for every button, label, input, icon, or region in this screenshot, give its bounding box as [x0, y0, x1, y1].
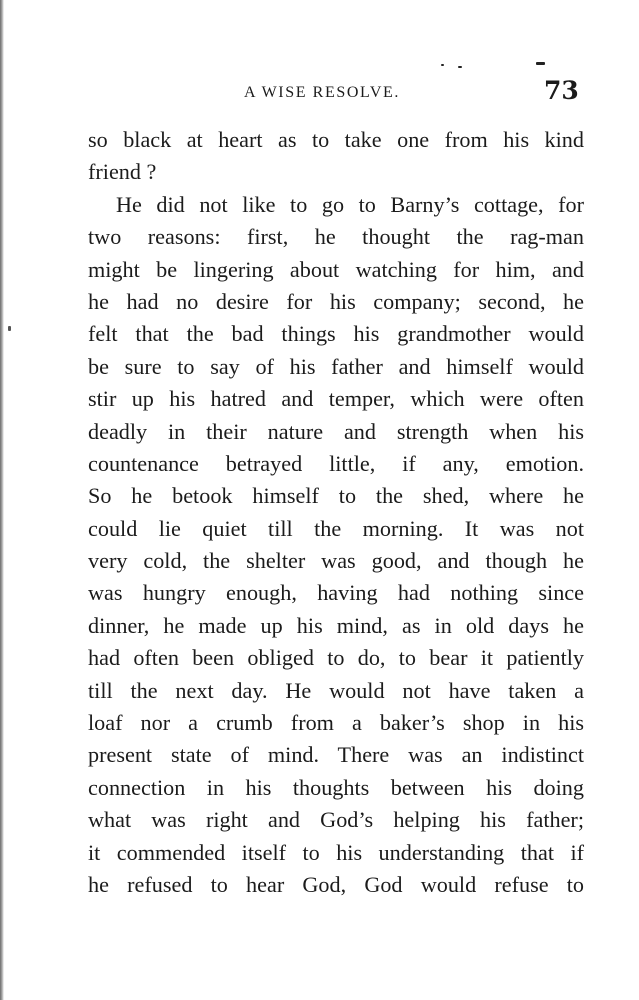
text-line: countenance betrayed little, if any, emotion.	[88, 450, 584, 476]
text-line: what was right and God’s helping his father;	[88, 807, 584, 833]
text-line: So he betook himself to the shed, where he	[88, 483, 584, 509]
running-title: A WISE RESOLVE.	[244, 84, 401, 101]
text-line: connection in his thoughts between his doing	[88, 774, 584, 800]
body-text	[88, 124, 584, 901]
text-line: felt that the bad things his grandmother would	[88, 321, 584, 347]
text-line: deadly in their nature and strength when his	[88, 418, 584, 444]
text-line: had often been obliged to do, to bear it patiently	[88, 645, 584, 671]
page-header	[0, 78, 639, 114]
text-line: could lie quiet till the morning. It was not	[88, 515, 584, 541]
text-line: He did not like to go to Barny’s cottage, for	[116, 191, 584, 217]
page-number: 73	[544, 76, 579, 105]
text-line: two reasons: first, he thought the rag-man	[88, 224, 584, 250]
text-line: stir up his hatred and temper, which were often	[88, 386, 584, 412]
print-speck	[536, 62, 545, 65]
text-line: be sure to say of his father and himself would	[88, 353, 584, 379]
text-line: very cold, the shelter was good, and though he	[88, 548, 584, 574]
text-line: he refused to hear God, God would refuse to	[88, 871, 584, 897]
text-line: was hungry enough, having had nothing since	[88, 580, 584, 606]
text-line: present state of mind. There was an indistinct	[88, 742, 584, 768]
text-line: dinner, he made up his mind, as in old days he	[88, 612, 584, 638]
text-line: might be lingering about watching for him, and	[88, 256, 584, 282]
text-line: till the next day. He would not have taken a	[88, 677, 584, 703]
text-line: friend ?	[88, 159, 157, 185]
text-line: so black at heart as to take one from his kind	[88, 127, 584, 152]
text-line: it commended itself to his understanding that if	[88, 839, 584, 865]
print-speck	[458, 66, 462, 68]
text-line: loaf nor a crumb from a baker’s shop in his	[88, 710, 584, 736]
text-line: he had no desire for his company; second, he	[88, 288, 584, 314]
page-binding-edge	[0, 0, 4, 1000]
print-speck	[8, 326, 11, 331]
print-speck	[441, 64, 444, 66]
